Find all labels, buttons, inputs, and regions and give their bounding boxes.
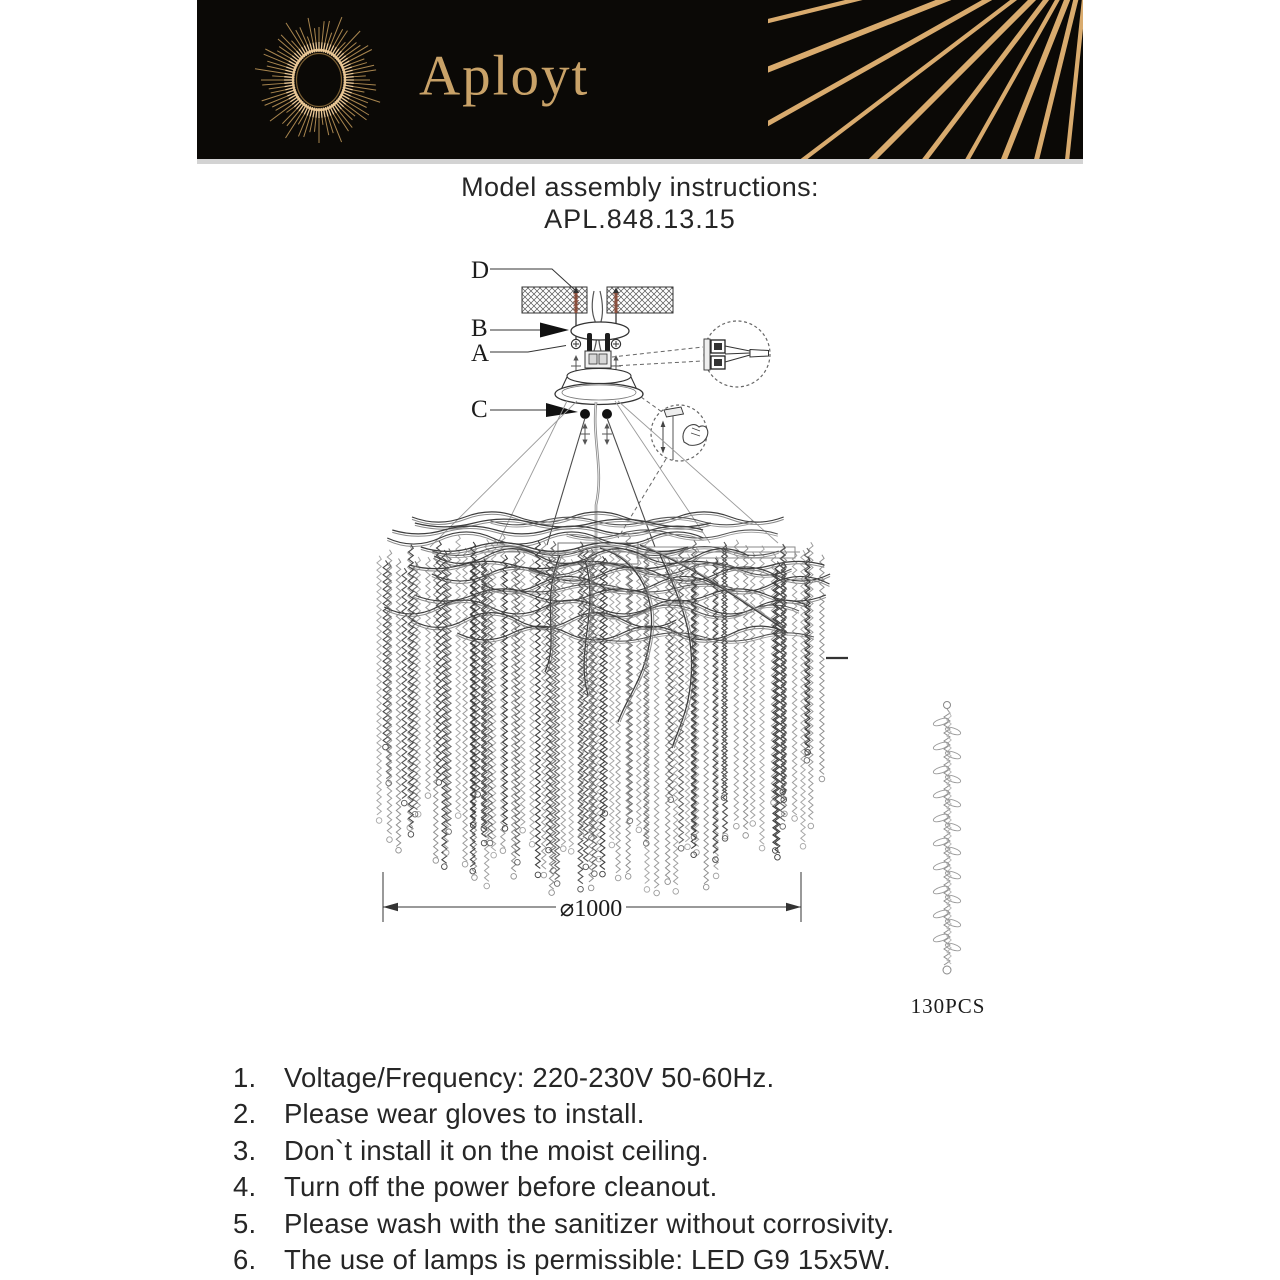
ceiling-mount-drawing [490,269,673,445]
instruction-item [233,1060,1133,1096]
instruction-text: Voltage/Frequency: 220-230V 50-60Hz. [284,1062,775,1093]
instruction-item [233,1096,1133,1132]
brand-name: Aployt [419,44,590,108]
model-number: APL.848.13.15 [544,204,736,234]
page-title: Model assembly instructions: [461,172,819,202]
strand-count: 130PCS [910,994,986,1018]
instruction-number: 4. [233,1171,257,1203]
instruction-item [233,1242,1133,1278]
instruction-number: 5. [233,1207,257,1239]
instruction-item [233,1169,1133,1205]
instruction-item [233,1133,1133,1169]
instruction-number: 6. [233,1244,257,1276]
label-b: B [471,315,488,342]
label-a: A [471,340,490,367]
single-strand-drawing [932,702,961,975]
instruction-text: Turn off the power before cleanout. [284,1171,718,1203]
instruction-number: 2. [233,1098,257,1130]
instruction-text: Please wear gloves to install. [284,1098,645,1130]
wire-connector-detail [612,321,770,387]
instruction-text: The use of lamps is permissible: LED G9 15x5W. [284,1244,891,1276]
instruction-list [233,1060,1133,1278]
chandelier-drawing [376,512,830,896]
instruction-number: 1. [233,1062,257,1093]
label-c: C [471,396,488,423]
instruction-number: 3. [233,1134,257,1166]
suspension-wires [430,401,778,553]
instruction-item [233,1206,1133,1242]
instruction-text: Don`t install it on the moist ceiling. [284,1134,709,1166]
label-d: D [471,257,490,284]
hand-adjust-detail [618,397,708,538]
instruction-text: Please wash with the sanitizer without corrosivity. [284,1207,895,1239]
diameter-dimension: ⌀1000 [559,896,623,922]
